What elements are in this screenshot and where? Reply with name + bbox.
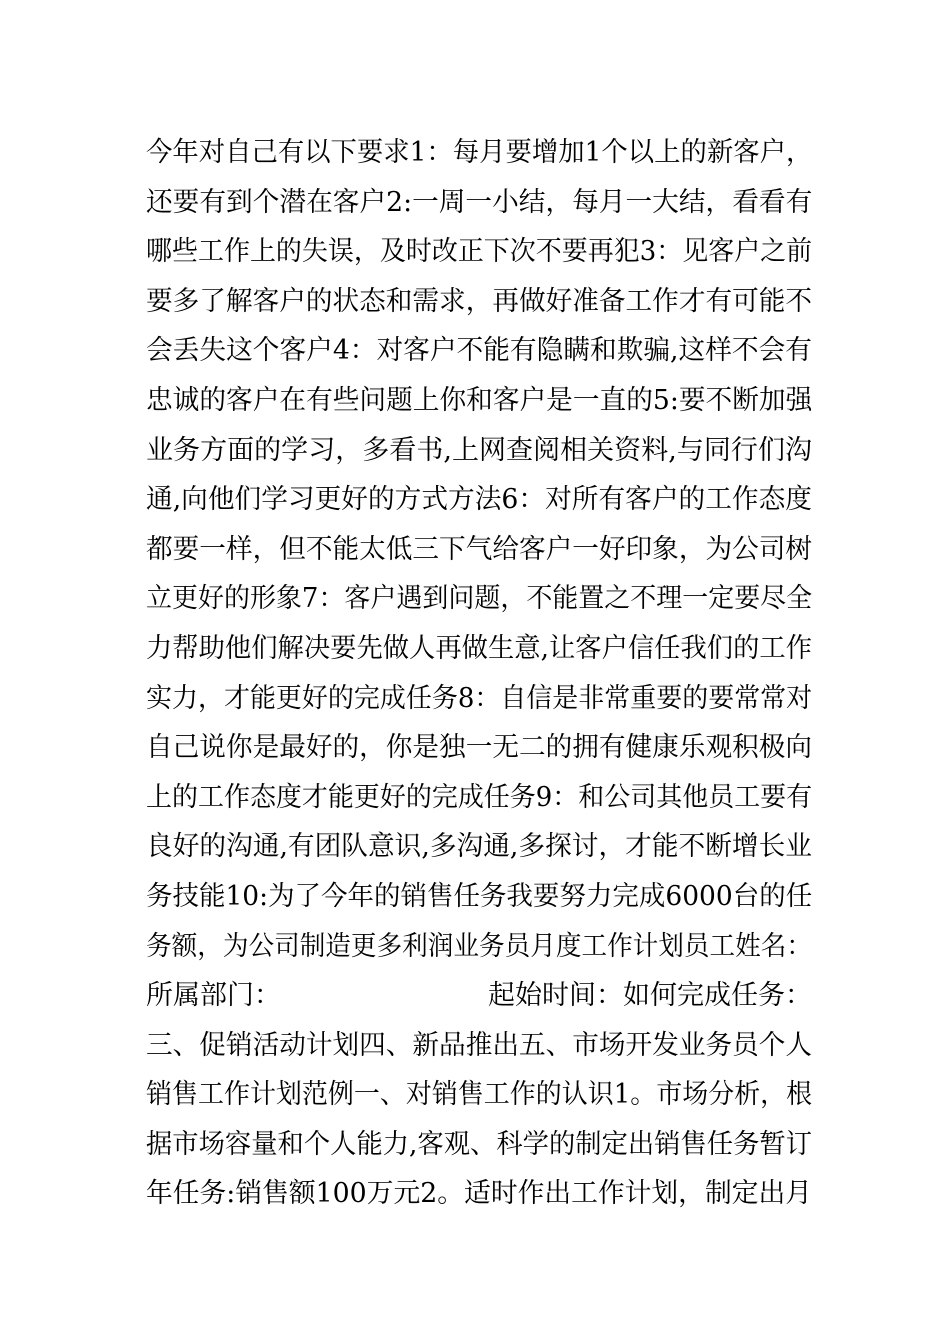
text-line: 哪些工作上的失误，及时改正下次不要再犯3：见客户之前 <box>146 236 813 268</box>
text-line: 要多了解客户的状态和需求，再做好准备工作才有可能不 <box>146 285 813 317</box>
text-line: 上的工作态度才能更好的完成任务9：和公司其他员工要有 <box>146 781 813 813</box>
department-label: 所属部门： <box>146 980 281 1012</box>
text-line: 年任务:销售额100万元2。适时作出工作计划，制定出月 <box>146 1178 813 1210</box>
text-line: 通,向他们学习更好的方式方法6：对所有客户的工作态度 <box>146 484 812 516</box>
text-line: 三、促销活动计划四、新品推出五、市场开发业务员个人 <box>146 1029 813 1061</box>
text-line: 务额，为公司制造更多利润业务员月度工作计划员工姓名： <box>146 930 812 962</box>
text-line: 务技能10:为了今年的销售任务我要努力完成6000台的任 <box>146 880 813 912</box>
text-line: 今年对自己有以下要求1：每月要增加1个以上的新客户， <box>146 137 813 168</box>
text-line: 立更好的形象7：客户遇到问题，不能置之不理一定要尽全 <box>146 583 813 615</box>
text-line: 忠诚的客户在有些问题上你和客户是一直的5:要不断加强 <box>146 384 813 416</box>
body-text <box>146 128 812 1219</box>
text-line: 会丢失这个客户4：对客户不能有隐瞒和欺骗,这样不会有 <box>146 335 812 367</box>
text-line: 自己说你是最好的，你是独一无二的拥有健康乐观积极向 <box>146 732 813 764</box>
form-field-line <box>146 971 812 1021</box>
text-line: 良好的沟通,有团队意识,多沟通,多探讨，才能不断增长业 <box>146 831 812 863</box>
start-time-label: 起始时间：如何完成任务： <box>488 980 812 1012</box>
text-line: 还要有到个潜在客户2:一周一小结，每月一大结，看看有 <box>146 186 813 218</box>
text-line: 实力，才能更好的完成任务8：自信是非常重要的要常常对 <box>146 682 813 714</box>
text-line: 销售工作计划范例一、对销售工作的认识1。市场分析，根 <box>146 1079 813 1111</box>
text-line: 力帮助他们解决要先做人再做生意,让客户信任我们的工作 <box>146 632 813 664</box>
text-line: 据市场容量和个人能力,客观、科学的制定出销售任务暂订 <box>146 1128 813 1160</box>
text-line: 都要一样，但不能太低三下气给客户一好印象，为公司树 <box>146 533 813 565</box>
text-line: 业务方面的学习，多看书,上网查阅相关资料,与同行们沟 <box>146 434 812 466</box>
